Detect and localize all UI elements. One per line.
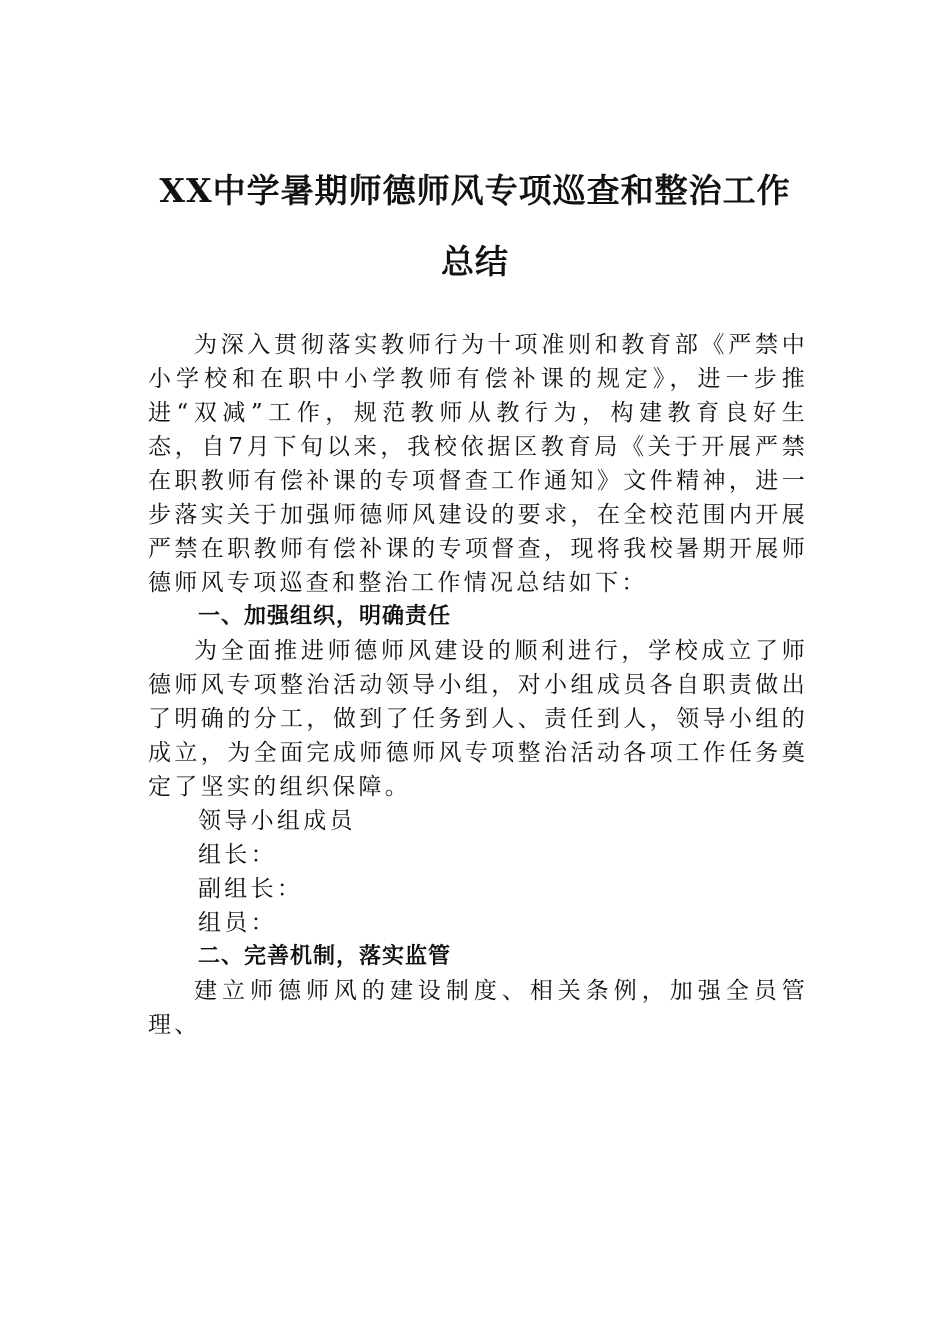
document-title-line-1: XX中学暑期师德师风专项巡查和整治工作 bbox=[159, 171, 791, 210]
section-1-paragraph: 为全面推进师德师风建设的顺利进行，学校成立了师德师风专项整治活动领导小组，对小组成员各自职责做出了明确的分工，做到了任务到人、责任到人，领导小组的成立，为全面完成师德师风专项整治活动各项工作任务奠定了坚实的组织保障。 bbox=[148, 638, 808, 800]
members-label: 组员： bbox=[198, 910, 277, 936]
leader-label: 组长： bbox=[198, 842, 277, 868]
group-members-label: 领导小组成员 bbox=[198, 808, 356, 834]
section-1-heading: 一、加强组织，明确责任 bbox=[198, 604, 452, 629]
section-2-paragraph: 建立师德师风的建设制度、相关条例，加强全员管理、 bbox=[148, 978, 808, 1038]
intro-paragraph: 为深入贯彻落实教师行为十项准则和教育部《严禁中小学校和在职中小学教师有偿补课的规定》，进一步推进“双减”工作，规范教师从教行为，构建教育良好生态，自7月下旬以来，我校依据区教育局《关于开展严禁在职教师有偿补课的专项督查工作通知》文件精神，进一步落实关于加强师德师风建设的要求，在全校范围内开展严禁在职教师有偿补课的专项督查，现将我校暑期开展师德师风专项巡查和整治工作情况总结如下： bbox=[148, 332, 808, 596]
vice-leader-label: 副组长： bbox=[198, 876, 304, 902]
document-title-line-2: 总结 bbox=[441, 242, 509, 281]
document-body bbox=[148, 328, 808, 1042]
section-2-heading: 二、完善机制，落实监管 bbox=[198, 944, 452, 969]
